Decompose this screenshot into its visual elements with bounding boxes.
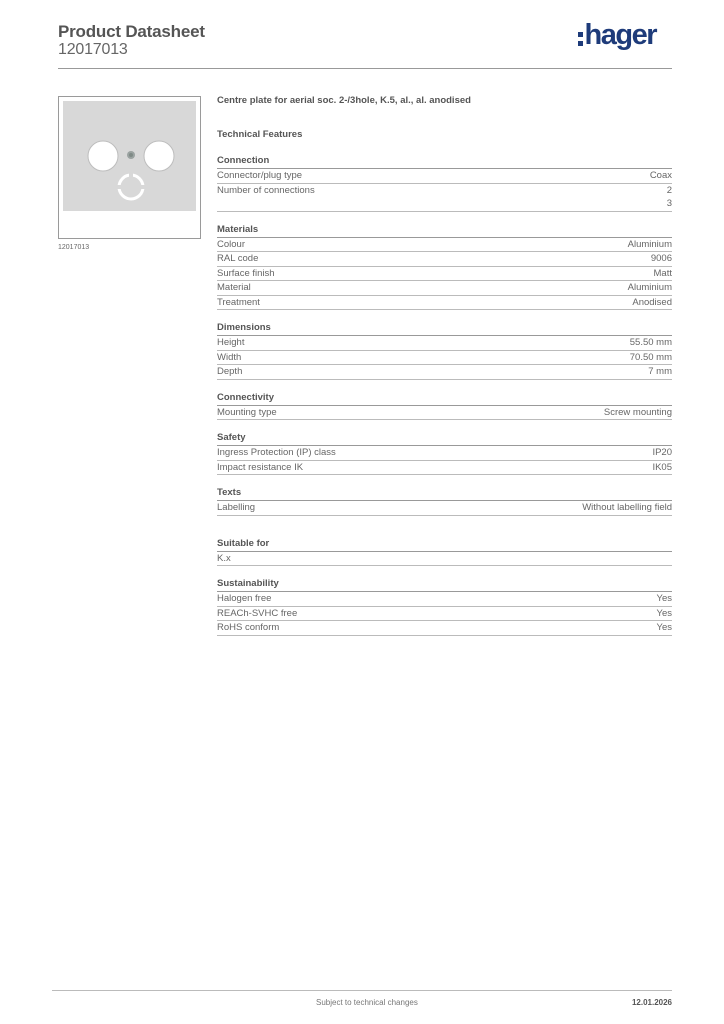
- feature-row: [217, 501, 672, 516]
- section-connection: [217, 155, 672, 212]
- feature-label: RAL code: [217, 253, 259, 264]
- feature-label: Treatment: [217, 296, 260, 308]
- feature-value: [652, 446, 672, 460]
- feature-value-line: Yes: [656, 607, 672, 619]
- section-title: Dimensions: [217, 322, 672, 336]
- feature-row: [217, 267, 672, 282]
- feature-label: Material: [217, 282, 251, 293]
- feature-label: Number of connections: [217, 184, 315, 196]
- feature-value-line: Without labelling field: [582, 502, 672, 513]
- feature-row: [217, 281, 672, 296]
- feature-label: Labelling: [217, 502, 256, 513]
- feature-row: [217, 552, 672, 567]
- section-title: Connectivity: [217, 392, 672, 406]
- feature-row: [217, 184, 672, 212]
- feature-value: [651, 252, 672, 266]
- section-safety: [217, 432, 672, 475]
- feature-value-line: IP20: [652, 447, 672, 458]
- feature-label: Depth: [217, 366, 243, 377]
- feature-value-line: Matt: [653, 267, 672, 279]
- feature-value-line: Coax: [649, 170, 672, 181]
- feature-row: [217, 406, 672, 421]
- section-materials: [217, 224, 672, 311]
- aerial-socket-plate-icon: [63, 101, 196, 211]
- section-title: Sustainability: [217, 578, 672, 592]
- logo-dots-icon: [578, 32, 583, 46]
- feature-value: [604, 406, 672, 420]
- article-number: 12017013: [58, 41, 128, 58]
- feature-value-line: Anodised: [632, 296, 672, 308]
- section-title: Texts: [217, 487, 672, 501]
- logo-text: hager: [584, 19, 656, 51]
- feature-row: [217, 365, 672, 380]
- feature-label: Width: [217, 351, 242, 363]
- feature-sections: [217, 155, 672, 636]
- feature-value-line: Yes: [656, 593, 672, 604]
- feature-row: [217, 296, 672, 311]
- section-title: Connection: [217, 155, 672, 169]
- feature-row: [217, 238, 672, 253]
- feature-value: [657, 592, 673, 606]
- feature-row: [217, 336, 672, 351]
- feature-label: Surface finish: [217, 267, 275, 279]
- feature-label: K.x: [217, 552, 231, 564]
- header: [58, 20, 672, 70]
- header-divider: [58, 68, 672, 69]
- feature-row: [217, 446, 672, 461]
- feature-label: RoHS conform: [217, 622, 280, 633]
- feature-value: [650, 169, 672, 183]
- feature-label: Mounting type: [217, 406, 277, 418]
- feature-value-line: 7 mm: [648, 366, 672, 377]
- feature-value: [667, 184, 672, 211]
- technical-content: [217, 95, 672, 636]
- feature-value-line: Screw mounting: [603, 406, 672, 418]
- section-title: Materials: [217, 224, 672, 238]
- feature-label: Impact resistance IK: [217, 461, 304, 473]
- feature-value-line: 55.50 mm: [629, 337, 672, 348]
- feature-value: [628, 281, 672, 295]
- feature-row: [217, 351, 672, 366]
- feature-value: [582, 501, 672, 515]
- feature-label: Connector/plug type: [217, 170, 303, 181]
- feature-row: [217, 169, 672, 184]
- section-connectivity: [217, 392, 672, 421]
- hager-logo: [578, 19, 656, 52]
- feature-row: [217, 621, 672, 636]
- feature-row: [217, 252, 672, 267]
- section-title: Safety: [217, 432, 672, 446]
- feature-value-line: 2: [666, 184, 672, 196]
- feature-value: [654, 267, 672, 281]
- feature-value-line: 70.50 mm: [629, 351, 672, 363]
- feature-label: REACh-SVHC free: [217, 607, 298, 619]
- section-suitable-for: [217, 538, 672, 567]
- technical-features-title: Technical Features: [217, 129, 303, 140]
- feature-value: [630, 351, 672, 365]
- feature-label: Colour: [217, 238, 245, 250]
- image-caption: 12017013: [58, 244, 90, 251]
- feature-label: Height: [217, 337, 245, 348]
- feature-value: [657, 607, 673, 621]
- page-title: Product Datasheet: [58, 22, 205, 41]
- feature-value: [630, 336, 672, 350]
- feature-value-line: Aluminium: [627, 282, 672, 293]
- section-title: Suitable for: [217, 538, 672, 552]
- feature-value: [628, 238, 672, 252]
- section-sustainability: [217, 578, 672, 636]
- feature-value: [652, 461, 672, 475]
- footer-divider: [52, 990, 672, 991]
- feature-label: Ingress Protection (IP) class: [217, 447, 336, 458]
- centre-plate-picture: [63, 101, 196, 211]
- feature-value-line: 3: [666, 198, 672, 209]
- feature-value: [657, 621, 673, 635]
- feature-value-line: 9006: [650, 253, 672, 264]
- section-dimensions: [217, 322, 672, 380]
- feature-row: [217, 592, 672, 607]
- feature-value-line: Aluminium: [627, 238, 672, 250]
- feature-row: [217, 461, 672, 476]
- product-description: Centre plate for aerial soc. 2-/3hole, K.5, al., al. anodised: [217, 95, 471, 106]
- feature-row: [217, 607, 672, 622]
- feature-value-line: Yes: [656, 622, 672, 633]
- footer-date: 12.01.2026: [631, 998, 672, 1007]
- footer-note: Subject to technical changes: [316, 998, 418, 1007]
- feature-value-line: IK05: [652, 461, 672, 473]
- feature-value: [648, 365, 672, 379]
- section-texts: [217, 487, 672, 516]
- product-image: [58, 96, 201, 239]
- feature-label: Halogen free: [217, 593, 272, 604]
- feature-value: [632, 296, 672, 310]
